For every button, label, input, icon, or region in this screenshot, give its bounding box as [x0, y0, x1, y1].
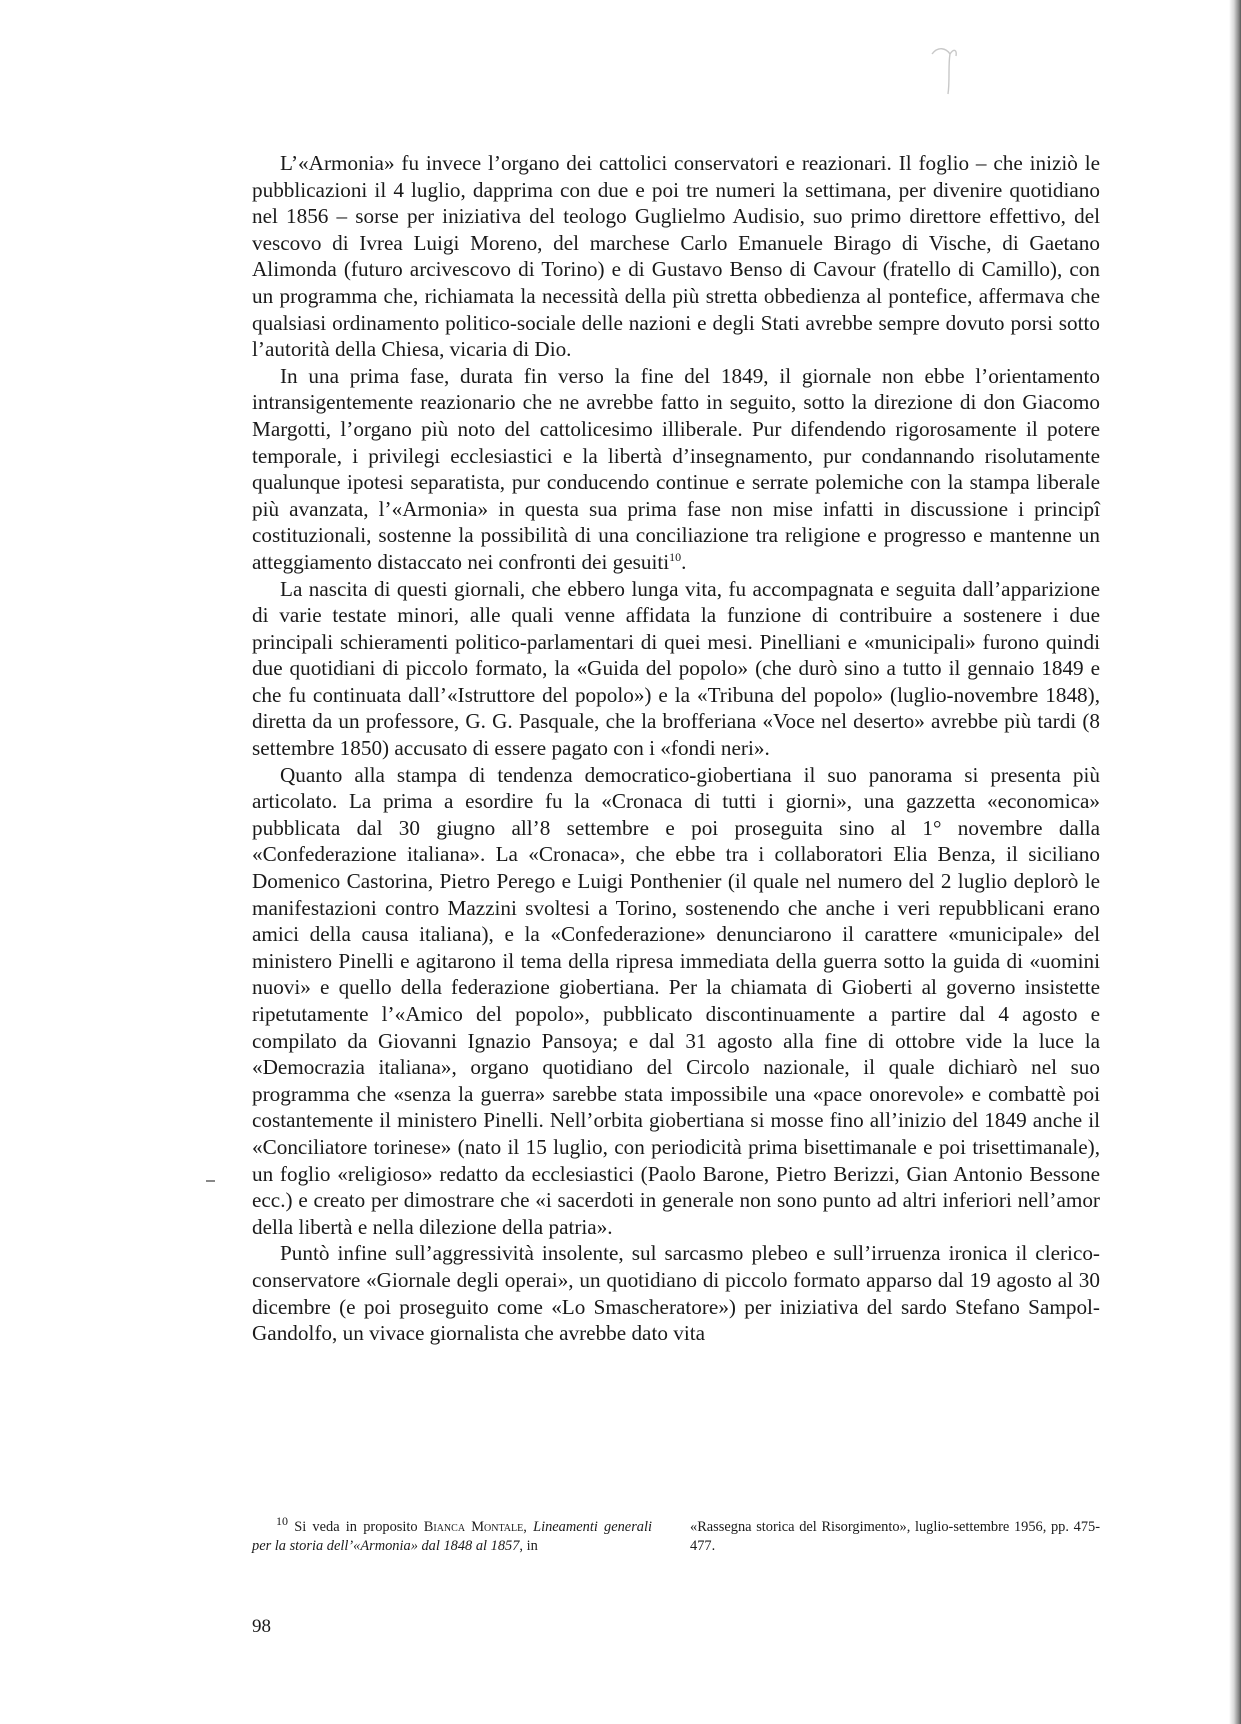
footnote-ref[interactable]: 10	[669, 549, 682, 564]
paragraph: Puntò infine sull’aggressività insolente, sul sarcasmo plebeo e sull’irruenza ironica il clerico-conservatore «Giornale degli operai», un quotidiano di piccolo formato apparso dal 19 agosto al 30 dicembre (e poi proseguito come «Lo Smascheratore») per iniziativa del sardo Stefano Sampol-Gandolfo, un vivace giornalista che avrebbe dato vita	[252, 1241, 1100, 1346]
footnote-right: «Rassegna storica del Risorgimento», luglio-settembre 1956, pp. 475-477.	[690, 1519, 1100, 1554]
pencil-mark-icon	[930, 44, 958, 96]
paragraph: Quanto alla stampa di tendenza democratico-giobertiana il suo panorama si presenta più articolato. La prima a esordire fu la «Cronaca di tutti i giorni», una gazzetta «economica» pubblicata dal 30 giugno all’8 settembre e poi proseguita sino al 1° novembre dalla «Confederazione italiana». La «Cronaca», che ebbe tra i collaboratori Elia Benza, il siciliano Domenico Castorina, Pietro Perego e Luigi Ponthenier (il quale nel numero del 2 luglio deplorò le manifestazioni contro Mazzini svoltesi a Torino, sostenendo che anche i veri repubblicani erano amici della causa italiana), e la «Confederazione» denunciarono il carattere «municipale» del ministero Pinelli e agitarono il tema della ripresa immediata della guerra sotto la guida di «uomini nuovi» e quello della federazione giobertiana. Per la chiamata di Gioberti al governo insistette ripetutamente l’«Amico del popolo», pubblicato discontinuamente a partire dal 4 agosto e compilato da Giovanni Ignazio Pansoya; e dal 31 agosto alla fine di ottobre vide la luce la «Democrazia italiana», organo quotidiano del Circolo nazionale, il quale dichiarò nel suo programma che «senza la guerra» sarebbe stata impossibile una «pace onorevole» e combattè poi costantemente il ministero Pinelli. Nell’orbita giobertiana si mosse fino all’inizio del 1849 anche il «Conciliatore torinese» (nato il 15 luglio, con periodicità prima bisettimanale e poi trisettimanale), un foglio «religioso» redatto da ecclesiastici (Paolo Barone, Pietro Berizzi, Gian Antonio Bessone ecc.) e creato per dimostrare che «i sacerdoti in generale non sono punto ad altri inferiori nell’amor della libertà e nella dilezione della patria».	[252, 762, 1100, 1239]
page-scan-edge	[1229, 0, 1241, 1724]
page-number: 98	[252, 1616, 271, 1637]
main-text	[252, 150, 1100, 1347]
footnote-left: $^{10}$ Si veda in proposito Bianca Montale, Lineamenti generali per la storia dell’«Armonia» dal 1848 al 1857, in	[252, 1514, 652, 1554]
paragraph: L’«Armonia» fu invece l’organo dei cattolici conservatori e reazionari. Il foglio – che iniziò le pubblicazioni il 4 luglio, dapprima con due e poi tre numeri la settimana, per divenire quotidiano nel 1856 – sorse per iniziativa del teologo Guglielmo Audisio, suo primo direttore effettivo, del vescovo di Ivrea Luigi Moreno, del marchese Carlo Emanuele Birago di Vische, di Gaetano Alimonda (futuro arcivescovo di Torino) e di Gustavo Benso di Cavour (fratello di Camillo), con un programma che, richiamata la necessità della più stretta obbedienza al pontefice, affermava che qualsiasi ordinamento politico-sociale delle nazioni e degli Stati avrebbe sempre dovuto porsi sotto l’autorità della Chiesa, vicaria di Dio.	[252, 151, 1100, 362]
paragraph-end: .	[681, 549, 687, 574]
paragraph	[252, 363, 1100, 576]
footnote-author: Bianca Montale	[423, 1519, 524, 1535]
footnote-title: Lineamenti generali per la storia dell’«Armonia» dal 1848 al 1857	[252, 1519, 652, 1554]
footnote-number: 10	[276, 1514, 288, 1529]
paragraph: La nascita di questi giornali, che ebbero lunga vita, fu accompagnata e seguita dall’apparizione di varie testate minori, alle quali venne affidata la funzione di contribuire a sostenere i due principali schieramenti politico-parlamentari di quei mesi. Pinelliani e «municipali» furono quindi due quotidiani di piccolo formato, la «Guida del popolo» (che durò sino a tutto il gennaio 1849 e che fu continuata dall’«Istruttore del popolo») e la «Tribuna del popolo» (luglio-novembre 1848), diretta da un professore, G. G. Pasquale, che la brofferiana «Voce nel deserto» avrebbe più tardi (8 settembre 1850) accusato di essere pagato con i «fondi neri».	[252, 576, 1100, 761]
footnotes	[252, 1514, 1100, 1556]
margin-dash	[206, 1180, 215, 1182]
paragraph-text: In una prima fase, durata fin verso la fine del 1849, il giornale non ebbe l’orientamento intransigentemente reazionario che ne avrebbe fatto in seguito, sotto la direzione di don Giacomo Margotti, l’organo più noto del cattolicesimo illiberale. Pur difendendo rigorosamente il potere temporale, i privilegi ecclesiastici e la libertà d’insegnamento, pur condannando risolutamente qualunque ipotesi separatista, pur conducendo continue e serrate polemiche con la stampa liberale più avanzata, l’«Armonia» in questa sua prima fase non mise infatti in discussione i principî costituzionali, sostenne la possibilità di una conciliazione tra religione e progresso e mantenne un atteggiamento distaccato nei confronti dei gesuiti	[252, 363, 1100, 574]
